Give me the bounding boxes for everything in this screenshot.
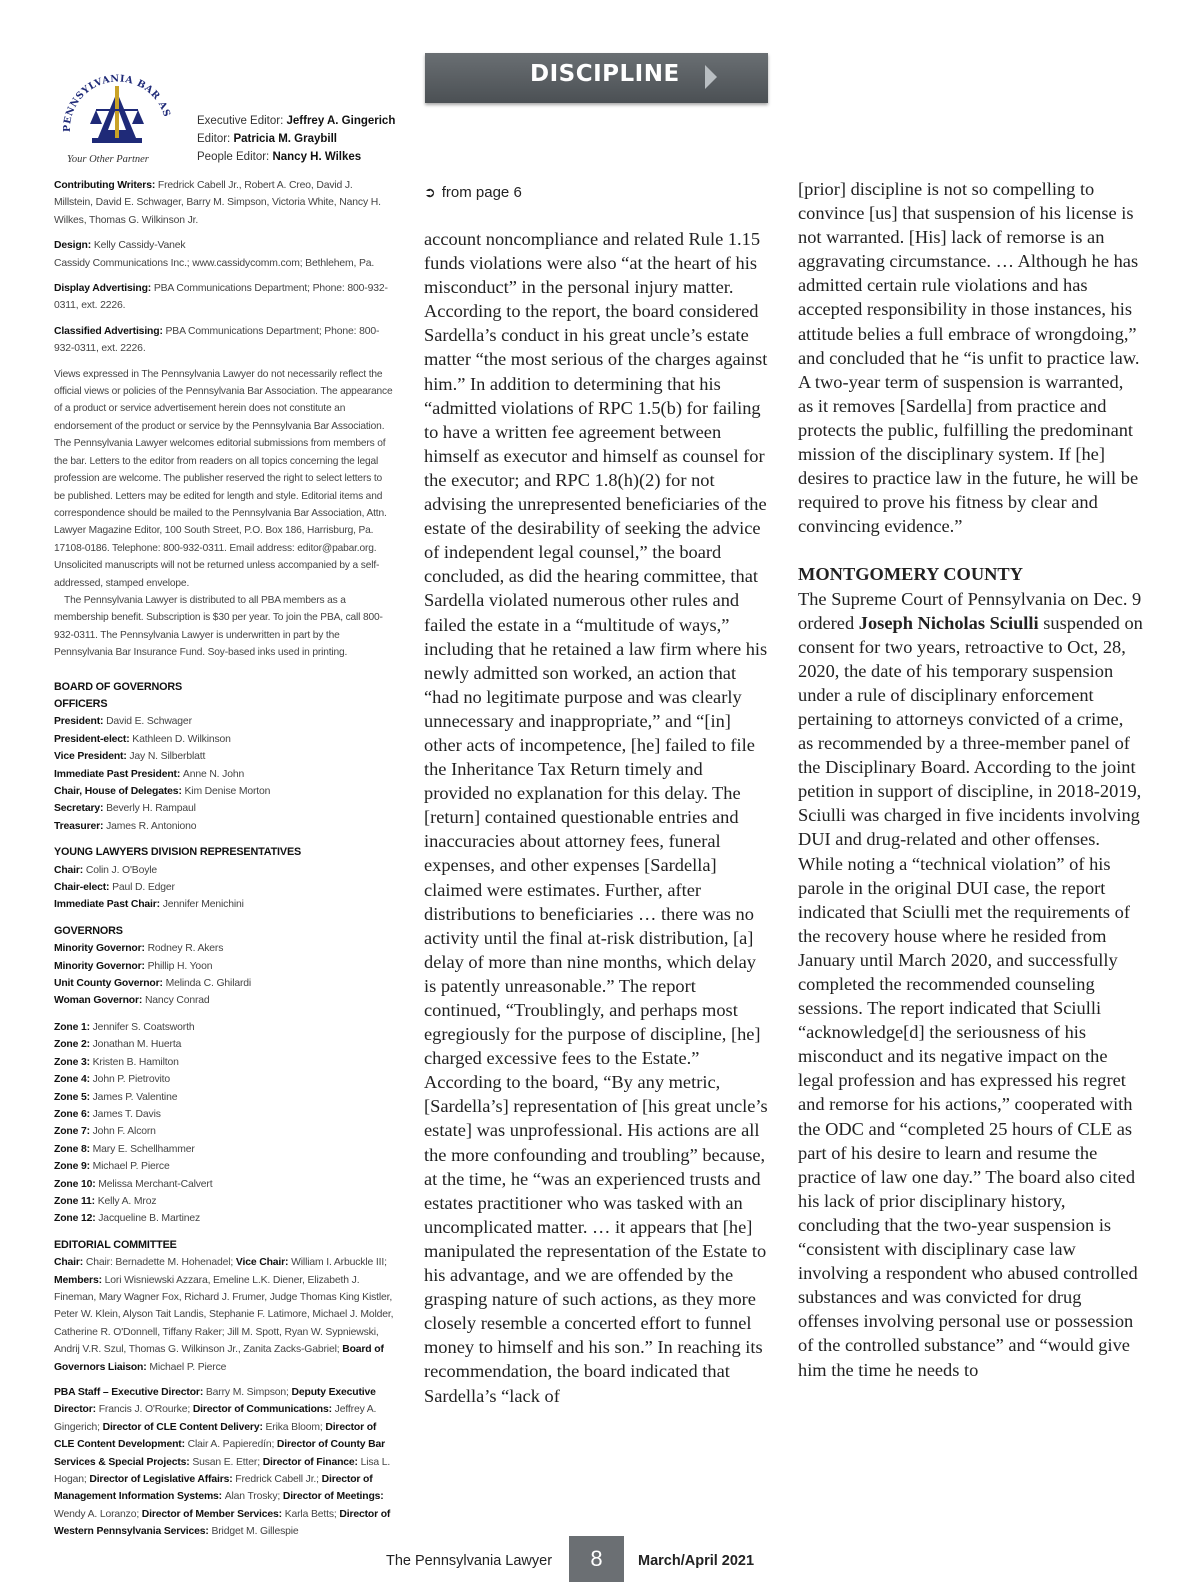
zone-item: Zone 2: Jonathan M. Huerta <box>54 1039 182 1051</box>
county-heading: MONTGOMERY COUNTY <box>798 564 1023 585</box>
people-editor-name: Nancy H. Wilkes <box>272 151 362 163</box>
footer-publication: The Pennsylvania Lawyer <box>386 1553 553 1569</box>
respondent-name: Joseph Nicholas Sciulli <box>858 612 1039 633</box>
display-advertising: Display Advertising: PBA Communications Department; Phone: 800-932-0311, ext. 2226. <box>54 283 388 312</box>
governors-title: GOVERNORS <box>54 924 123 937</box>
yld-item: Chair-elect: Paul D. Edger <box>54 882 175 894</box>
design-credit: Design: Kelly Cassidy-Vanek Cassidy Communications Inc.; www.cassidycomm.com; Bethlehem, Pa. <box>54 240 375 269</box>
zone-item: Zone 9: Michael P. Pierce <box>54 1161 170 1173</box>
editorial-title: EDITORIAL COMMITTEE <box>54 1238 177 1251</box>
zone-item: Zone 5: James P. Valentine <box>54 1091 178 1103</box>
officer-item: Secretary: Beverly H. Rampaul <box>54 803 196 815</box>
masthead-sidebar <box>54 177 394 1549</box>
people-editor-line: People Editor: Nancy H. Wilkes <box>197 151 362 163</box>
classified-advertising: Classified Advertising: PBA Communications Department; Phone: 800-932-0311, ext. 2226. <box>54 325 380 355</box>
section-title: DISCIPLINE <box>530 61 680 87</box>
editors-block <box>197 112 395 166</box>
continuation-note[interactable] <box>424 181 769 205</box>
governors-list <box>54 940 394 1010</box>
officer-item: Treasurer: James R. Antoniono <box>54 820 197 832</box>
article-column-middle <box>424 181 769 1408</box>
editor-line: Editor: Patricia M. Graybill <box>197 133 337 145</box>
footer-issue: March/April 2021 <box>638 1553 755 1569</box>
scales-emblem-icon <box>90 86 144 143</box>
officer-item: President-elect: Kathleen D. Wilkinson <box>54 733 231 745</box>
zone-item: Zone 8: Mary E. Schellhammer <box>54 1143 195 1155</box>
article-right-text-2b: suspended on consent for two years, retroactive to Oct, 28, 2020, the date of his temporary suspension under a rule of disciplinary enforcement pertaining to attorneys convicted of a crime, as recommended by a three-member panel of the Disciplinary Board. According to the joint petition in support of discipline, in 2018-2019, Sciulli was charged in five incidents involving DUI and drug-related and other offenses. While noting a “technical violation” of his parole in the original DUI case, the report indicated that Sciulli met the requirements of the recovery house where he resided from January until March 2020, and successfully completed the recommended counseling sessions. The report indicated that Sciulli “acknowledge[d] the seriousness of his misconduct and its negative impact on the legal profession and has expressed his regret and remorse for his actions,” cooperated with the ODC and “completed 25 hours of CLE as part of his desire to learn and resume the practice of law one day.” The board also cited his lack of prior disciplinary history, concluding that the two-year suspension is “consistent with disciplinary case law involving a respondent who abused controlled substances and was convicted for drug offenses involving personal use or possession of the controlled substance” and “would give him the time he needs to <box>798 612 1143 1380</box>
disclaimer: Views expressed in The Pennsylvania Lawyer do not necessarily reflect the official views or policies of the Pennsylvania Bar Association. The appearance of a product or service advertisement herein does not constitute an endorsement of the product or service by the Pennsylvania Bar Association. The Pennsylvania Lawyer welcomes editorial submissions from members of the bar. Letters to the editor from readers on all topics concerning the legal profession are welcome. The publisher reserved the right to select letters to be published. Letters may be edited for length and style. Editorial items and correspondence should be mailed to the Pennsylvania Bar Association, Attn. Lawyer Magazine Editor, 100 South Street, P.O. Box 186, Harrisburg, Pa. 17108-0186. Telephone: 800-932-0311. Email address: editor@pabar.org. Unsolicited manuscripts will not be returned unless accompanied by a self-addressed, stamped envelope. <box>54 368 393 589</box>
governor-item: Minority Governor: Rodney R. Akers <box>54 943 224 955</box>
from-page-label: from page 6 <box>441 184 522 201</box>
executive-editor-name: Jeffrey A. Gingerich <box>286 115 396 127</box>
pba-staff: PBA Staff – Executive Director: Barry M. Simpson; Deputy Executive Director: Francis J. O'Rourke; Director of Communications: Jeffrey A. Gingerich; Director of CLE Content Delivery: Erika Bloom; Director of CLE Content Development: Clair A. Papieredín; Director of County Bar Services & Special Projects: Susan E. Etter; Director of Finance: Lisa L. Hogan; Director of Legislative Affairs: Fredrick Cabell Jr.; Director of Management Information Systems: Alan Trosky; Director of Meetings: Wendy A. Loranzo; Director of Member Services: Karla Betts; Director of Western Pennsylvania Services: Bridget M. Gillespie <box>54 1387 391 1538</box>
editorial-committee: Chair: Chair: Bernadette M. Hohenadel; Vice Chair: William I. Arbuckle III; Members: Lori Wisniewski Azzara, Emeline L.K. Diener, Elizabeth J. Fineman, Mary Wagner Fox, Richard J. Frumer, Judge Thomas King Kistler, Peter W. Klein, Alyson Tait Landis, Stephanie F. Latimore, Michael J. Molder, Catherine R. O'Donnell, Tiffany Raker; Jill M. Spott, Ryan W. Sypniewski, Andrij V.R. Szul, Thomas G. Wilkinson Jr., Zanita Zacks-Gabriel; Board of Governors Liaison: Michael P. Pierce <box>54 1257 394 1373</box>
pba-logo <box>52 62 182 172</box>
zones-list <box>54 1019 394 1228</box>
logo-arc-text: PENNSYLVANIA BAR AS <box>61 73 173 133</box>
yld-item: Chair: Colin J. O'Boyle <box>54 864 158 876</box>
zone-item: Zone 10: Melissa Merchant-Calvert <box>54 1178 213 1190</box>
page-number: 8 <box>569 1536 624 1582</box>
governor-item: Unit County Governor: Melinda C. Ghilardi <box>54 978 252 990</box>
article-column-right <box>798 177 1143 1382</box>
governor-item: Minority Governor: Phillip H. Yoon <box>54 960 213 972</box>
zone-item: Zone 7: John F. Alcorn <box>54 1126 156 1138</box>
continued-arrow-icon: ➲ <box>424 185 436 201</box>
yld-item: Immediate Past Chair: Jennifer Menichini <box>54 899 244 911</box>
zone-item: Zone 11: Kelly A. Mroz <box>54 1195 157 1207</box>
officers-list <box>54 713 394 835</box>
zone-item: Zone 6: James T. Davis <box>54 1108 161 1120</box>
zone-item: Zone 4: John P. Pietrovito <box>54 1074 171 1086</box>
executive-editor-line: Executive Editor: Jeffrey A. Gingerich <box>197 115 396 127</box>
zone-item: Zone 3: Kristen B. Hamilton <box>54 1056 179 1068</box>
yld-title: YOUNG LAWYERS DIVISION REPRESENTATIVES <box>54 846 302 859</box>
officer-item: Immediate Past President: Anne N. John <box>54 768 245 780</box>
article-right-text-2a: The Supreme Court of Pennsylvania on Dec. 9 ordered <box>798 588 1142 633</box>
yld-list <box>54 862 394 914</box>
board-title: BOARD OF GOVERNORS <box>54 680 183 693</box>
article-middle-text: account noncompliance and related Rule 1.15 funds violations were also “at the heart of his misconduct” in the personal injury matter. According to the report, the board considered Sardella’s conduct in his great uncle’s estate matter “the most serious of the charges against him.” In addition to determining that his “admitted violations of RPC 1.5(b) for failing to have a written fee agreement between himself as executor and himself as counsel for the executor; and RPC 1.8(h)(2) for not advising the unrepresented beneficiaries of the estate of the desirability of seeking the advice of independent legal counsel,” the board concluded, as did the hearing committee, that Sardella violated numerous other rules and failed the estate in a “multitude of ways,” including that he retained a law firm where his newly admitted son worked, an action that “had no legitimate purpose and was clearly unnecessary and inappropriate,” and “[in] other acts of incompetence, [he] failed to file the Inheritance Tax Return timely and provided no explanation for this delay. The [return] contained questionable entries and inaccuracies about attorney fees, funeral expenses, and other expenses [Sardella] claimed were estimates. Further, after distributions to beneficiaries … there was no activity until the final at-risk distribution, [a] delay of more than nine months, which delay is patently unreasonable.” The report continued, “Troublingly, and perhaps most egregiously for the purpose of discipline, [he] charged excessive fees to the Estate.” According to the board, “By any metric, [Sardella’s] representation of [his great uncle’s estate] was unprofessional. His actions are all the more confounding and troubling” because, at the time, he “was an experienced trusts and estates practitioner who was tasked with an uncomplicated matter. … it appears that [he] manipulated the representation of the Estate to his advantage, and we are offended by the grasping nature of such actions, as they more closely resemble a concerted effort to funnel money to himself and his son.” In reaching its recommendation, the board indicated that Sardella’s “lack of <box>424 229 768 1406</box>
officer-item: Chair, House of Delegates: Kim Denise Morton <box>54 786 271 797</box>
officer-item: President: David E. Schwager <box>54 716 192 728</box>
article-right-text: [prior] discipline is not so compelling to convince [us] that suspension of his license is not warranted. [His] lack of remorse is an aggravating circumstance. … Although he has admitted certain rule violations and has accepted responsibility in those instances, his attitude belies a full embrace of wrongdoing,” and concluded that he “is unfit to practice law. A two-year term of suspension is warranted, as it removes [Sardella] from practice and protects the public, fulfilling the predominant mission of the disciplinary system. If [he] desires to practice law in the future, he will be required to prove his fitness by clear and convincing evidence.” <box>798 179 1140 537</box>
section-banner <box>425 53 768 103</box>
governor-item: Woman Governor: Nancy Conrad <box>54 995 210 1007</box>
officers-title: OFFICERS <box>54 697 108 710</box>
distribution-note: The Pennsylvania Lawyer is distributed to all PBA members as a membership benefit. Subscription is $30 per year. To join the PBA, call 800-932-0311. The Pennsylvania Lawyer is underwritten in part by the Pennsylvania Bar Insurance Fund. Soy-based inks used in printing. <box>54 594 383 659</box>
arrow-right-icon <box>705 65 717 89</box>
zone-item: Zone 12: Jacqueline B. Martinez <box>54 1213 201 1225</box>
logo-tagline: Your Other Partner <box>67 154 149 165</box>
zone-item: Zone 1: Jennifer S. Coatsworth <box>54 1021 195 1033</box>
editor-name: Patricia M. Graybill <box>233 133 337 145</box>
contributing-writers: Contributing Writers: Fredrick Cabell Jr., Robert A. Creo, David J. Millstein, David E. Schwager, Barry M. Simpson, Victoria White, Nancy H. Wilkes, Thomas G. Wilkinson Jr. <box>54 180 381 226</box>
officer-item: Vice President: Jay N. Silberblatt <box>54 751 206 763</box>
